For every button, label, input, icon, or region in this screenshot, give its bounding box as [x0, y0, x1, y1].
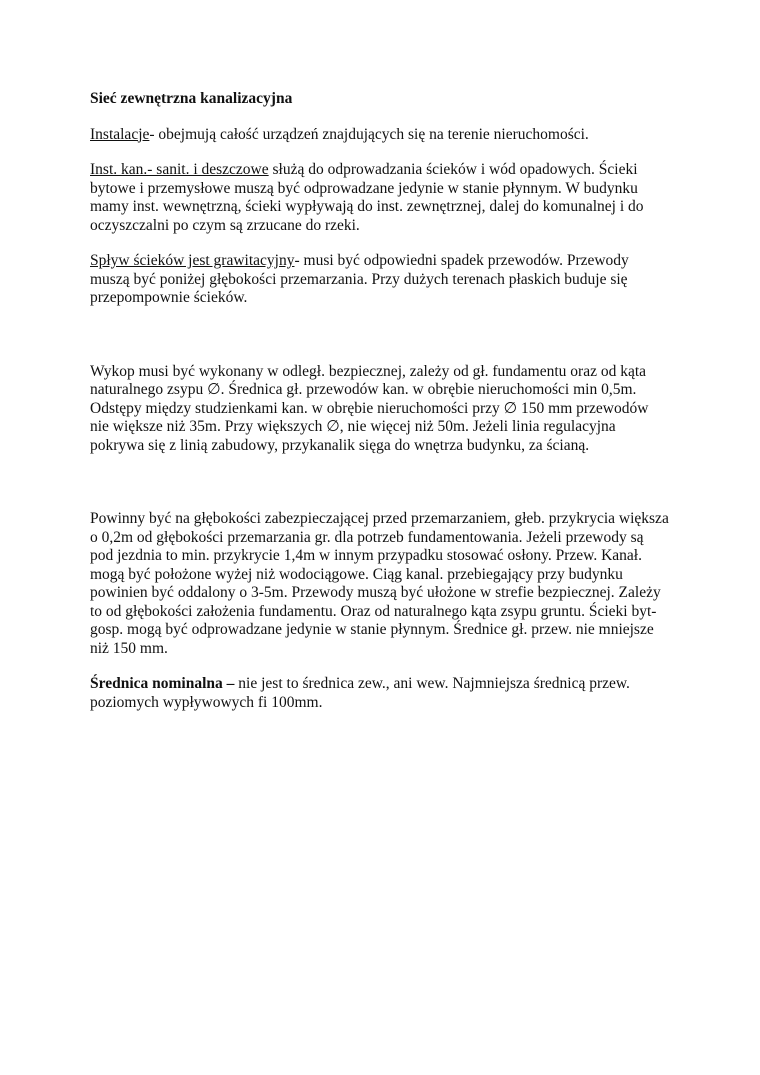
- text-splyw: - musi być odpowiedni spadek przewodów. Przewody muszą być poniżej głębokości przemarzania. Przy dużych terenach płaskich buduje się przepompownie ścieków.: [90, 252, 629, 306]
- term-srednica: Średnica nominalna –: [90, 675, 235, 692]
- term-instalacje: Instalacje: [90, 125, 150, 143]
- paragraph-glebokosc: Powinny być na głębokości zabezpieczającej przed przemarzaniem, głeb. przykrycia większa o 0,2m od głębokości przemarzania gr. dla potrzeb fundamentowania. Jeżeli przewody są pod jezdnia to min. przykrycie 1,4m w innym przypadku stosować osłony. Przew. Kanał. mogą być położone wyżej niż wodociągowe. Ciąg kanal. przebiegający przy budynku powinien być oddalony o 3-5m. Przewody muszą być ułożone w strefie bezpiecznej. Zależy to od głębokości założenia fundamentu. Oraz od naturalnego kąta zsypu gruntu. Ścieki byt-gosp. mogą być odprowadzane jedynie w stanie płynnym. Średnice gł. przew. nie mniejsze niż 150 mm.: [90, 510, 669, 657]
- document-body: [90, 90, 670, 712]
- paragraph-inst-kan: [90, 161, 670, 235]
- text-instalacje: - obejmują całość urządzeń znajdujących się na terenie nieruchomości.: [149, 125, 589, 143]
- paragraph-srednica: [90, 675, 670, 712]
- paragraph-wykop: Wykop musi być wykonany w odległ. bezpiecznej, zależy od gł. fundamentu oraz od kąta naturalnego zsypu ∅. Średnica gł. przewodów kan. w obrębie nieruchomości min 0,5m. Odstępy między studzienkami kan. w obrębie nieruchomości przy ∅ 150 mm przewodów nie większe niż 35m. Przy większych ∅, nie więcej niż 50m. Jeżeli linia regulacyjna pokrywa się z linią zabudowy, przykanalik sięga do wnętrza budynku, za ścianą.: [90, 362, 649, 454]
- term-inst-kan: Inst. kan.- sanit. i deszczowe: [90, 161, 269, 178]
- paragraph-splyw: [90, 252, 670, 308]
- paragraph-instalacje: [90, 126, 670, 145]
- term-splyw: Spływ ścieków jest grawitacyjny: [90, 252, 295, 269]
- text-inst-kan: służą do odprowadzania ścieków i wód opadowych. Ścieki bytowe i przemysłowe muszą być odprowadzane jedynie w stanie płynnym. W budynku mamy inst. wewnętrzną, ścieki wypływają do inst. zewnętrznej, dalej do komunalnej i do oczyszczalni po czym są zrzucane do rzeki.: [90, 161, 644, 234]
- document-title: Sieć zewnętrzna kanalizacyjna: [90, 90, 293, 107]
- text-srednica: nie jest to średnica zew., ani wew. Najmniejsza średnicą przew. poziomych wypływowych fi 100mm.: [90, 675, 630, 711]
